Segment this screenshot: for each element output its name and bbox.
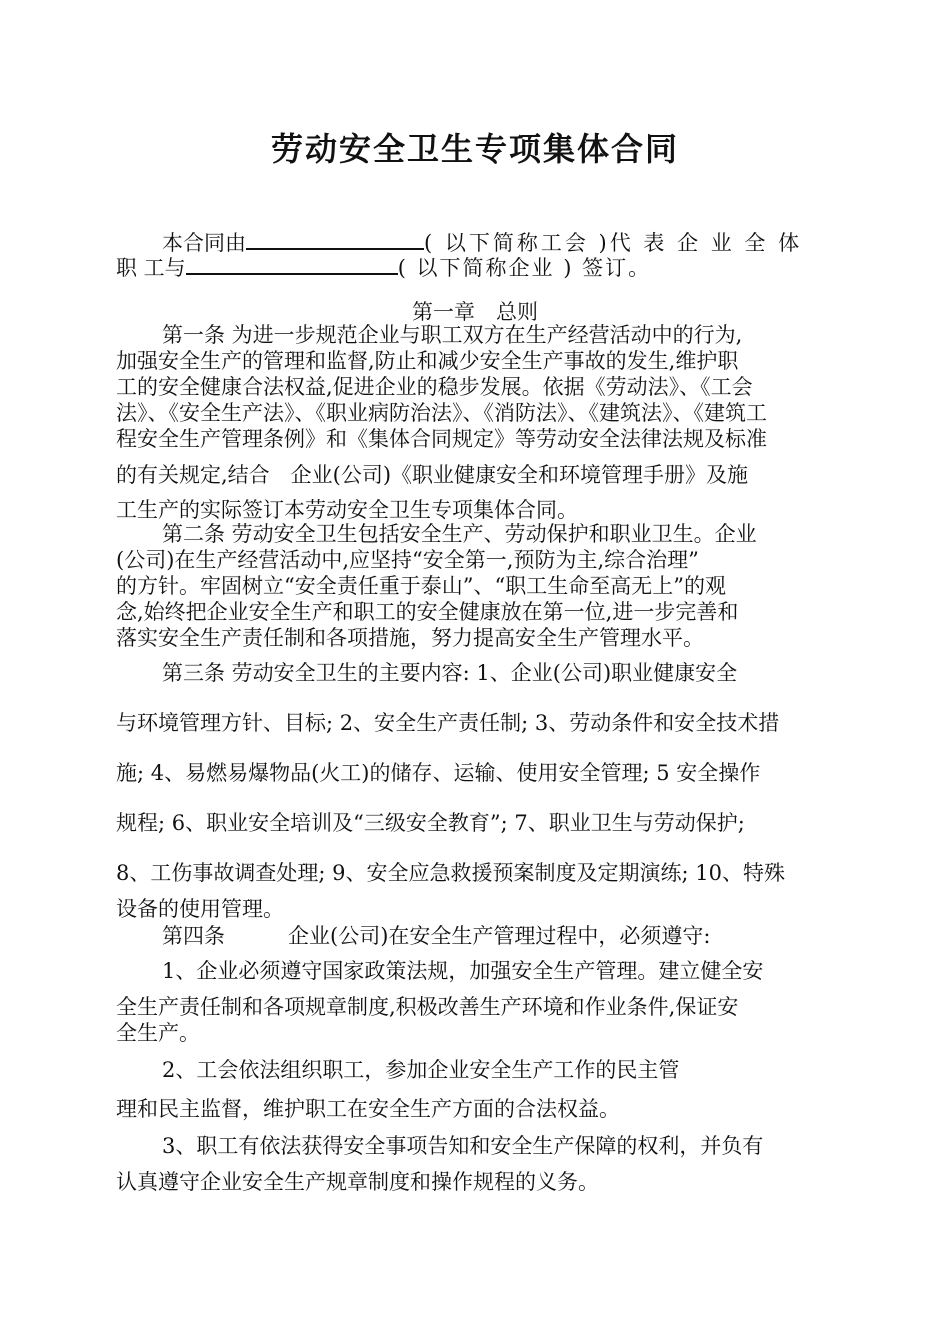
document-title: 劳动安全卫生专项集体合同: [270, 130, 679, 168]
article-2-line: 的方针。牢固树立“安全责任重于泰山”、“职工生命至高无上”的观: [116, 574, 726, 598]
company-name-blank[interactable]: [186, 253, 398, 275]
article-1-line: 工生产的实际签订本劳动安全卫生专项集体合同。: [116, 498, 578, 522]
article-4-item-line: 全生产。: [116, 1021, 200, 1045]
article-1-line: 法》、《安全生产法》、《职业病防治法》、《消防法》、《建筑法》、《建筑工: [116, 401, 767, 425]
intro-prefix-1: 本合同由: [162, 231, 246, 255]
article-3-line: 与环境管理方针、目标; 2、安全生产责任制; 3、劳动条件和安全技术措: [116, 711, 780, 735]
article-4-item-line: 2、工会依法组织职工，参加企业安全生产工作的民主管: [162, 1058, 680, 1082]
article-4-item-line: 全生产责任制和各项规章制度,积极改善生产环境和作业条件,保证安: [116, 995, 739, 1019]
intro-mid-1: ( 以下简称工会 )代 表 企 业 全 体: [424, 231, 803, 255]
article-4-line: 第四条 企业(公司)在安全生产管理过程中，必须遵守:: [162, 924, 711, 948]
article-3-line: 第三条 劳动安全卫生的主要内容: 1、企业(公司)职业健康安全: [162, 661, 738, 685]
article-2-line: 第二条 劳动安全卫生包括安全生产、劳动保护和职业卫生。企业: [162, 522, 757, 546]
article-3-line: 施; 4、易燃易爆物品(火工)的储存、运输、使用安全管理; 5 安全操作: [116, 761, 761, 785]
article-1-line: 第一条 为进一步规范企业与职工双方在生产经营活动中的行为,: [162, 323, 743, 347]
article-3-line: 设备的使用管理。: [116, 897, 284, 921]
article-2-line: (公司)在生产经营活动中,应坚持“安全第一,预防为主,综合治理”: [116, 548, 699, 572]
union-name-blank[interactable]: [246, 228, 424, 250]
article-4-item-line: 认真遵守企业安全生产规章制度和操作规程的义务。: [116, 1170, 599, 1194]
intro-line-1: [162, 228, 802, 256]
article-2-line: 落实安全生产责任制和各项措施，努力提高安全生产管理水平。: [116, 626, 704, 650]
intro-mid-2: ( 以下简称企业 ) 签订。: [397, 256, 652, 280]
chapter-heading: 第一章 总则: [412, 300, 538, 324]
article-1-line: 程安全生产管理条例》和《集体合同规定》等劳动安全法律法规及标准: [116, 427, 767, 451]
intro-line-2: [116, 253, 651, 281]
article-1-line: 工的安全健康合法权益,促进企业的稳步发展。依据《劳动法》、《工会: [116, 375, 753, 399]
article-4-item-line: 理和民主监督，维护职工在安全生产方面的合法权益。: [116, 1097, 620, 1121]
article-3-line: 规程; 6、职业安全培训及“三级安全教育”; 7、职业卫生与劳动保护;: [116, 811, 745, 835]
intro-prefix-2: 职 工与: [116, 256, 186, 280]
article-1-line: 的有关规定,结合 企业(公司)《职业健康安全和环境管理手册》及施: [116, 463, 749, 487]
article-1-line: 加强安全生产的管理和监督,防止和减少安全生产事故的发生,维护职: [116, 349, 739, 373]
article-2-line: 念,始终把企业安全生产和职工的安全健康放在第一位,进一步完善和: [116, 600, 739, 624]
article-3-line: 8、工伤事故调查处理; 9、安全应急救援预案制度及定期演练; 10、特殊: [116, 861, 785, 885]
article-4-item-line: 1、企业必须遵守国家政策法规，加强安全生产管理。建立健全安: [162, 959, 764, 983]
article-4-item-line: 3、职工有依法获得安全事项告知和安全生产保障的权利，并负有: [162, 1134, 764, 1158]
